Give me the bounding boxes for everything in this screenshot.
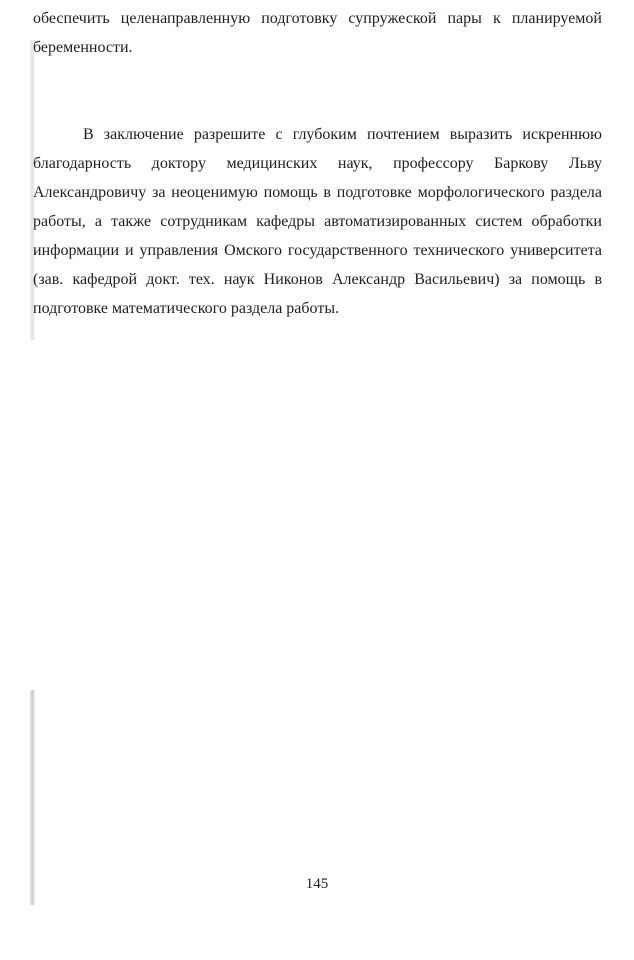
text-line: подготовке математического раздела работы.: [33, 300, 340, 317]
paragraph-continuation: [33, 4, 602, 62]
text-line: информации и управления Омского государственного технического университета: [33, 242, 602, 259]
text-line: Александровичу за неоценимую помощь в подготовке морфологического раздела: [33, 184, 602, 201]
page-number: 145: [305, 876, 329, 892]
text-line: благодарность доктору медицинских наук, профессору Баркову Льву: [33, 155, 602, 172]
text-line: беременности.: [33, 39, 133, 56]
text-line: обеспечить целенаправленную подготовку супружеской пары к планируемой: [33, 10, 602, 27]
text-line: работы, а также сотрудникам кафедры автоматизированных систем обработки: [33, 213, 602, 230]
scan-shadow-bottom: [30, 690, 35, 905]
text-line: В заключение разрешите с глубоким почтением выразить искреннюю: [83, 126, 602, 143]
text-line: (зав. кафедрой докт. тех. наук Никонов Александр Васильевич) за помощь в: [33, 271, 602, 288]
paragraph-acknowledgement: [33, 120, 602, 323]
